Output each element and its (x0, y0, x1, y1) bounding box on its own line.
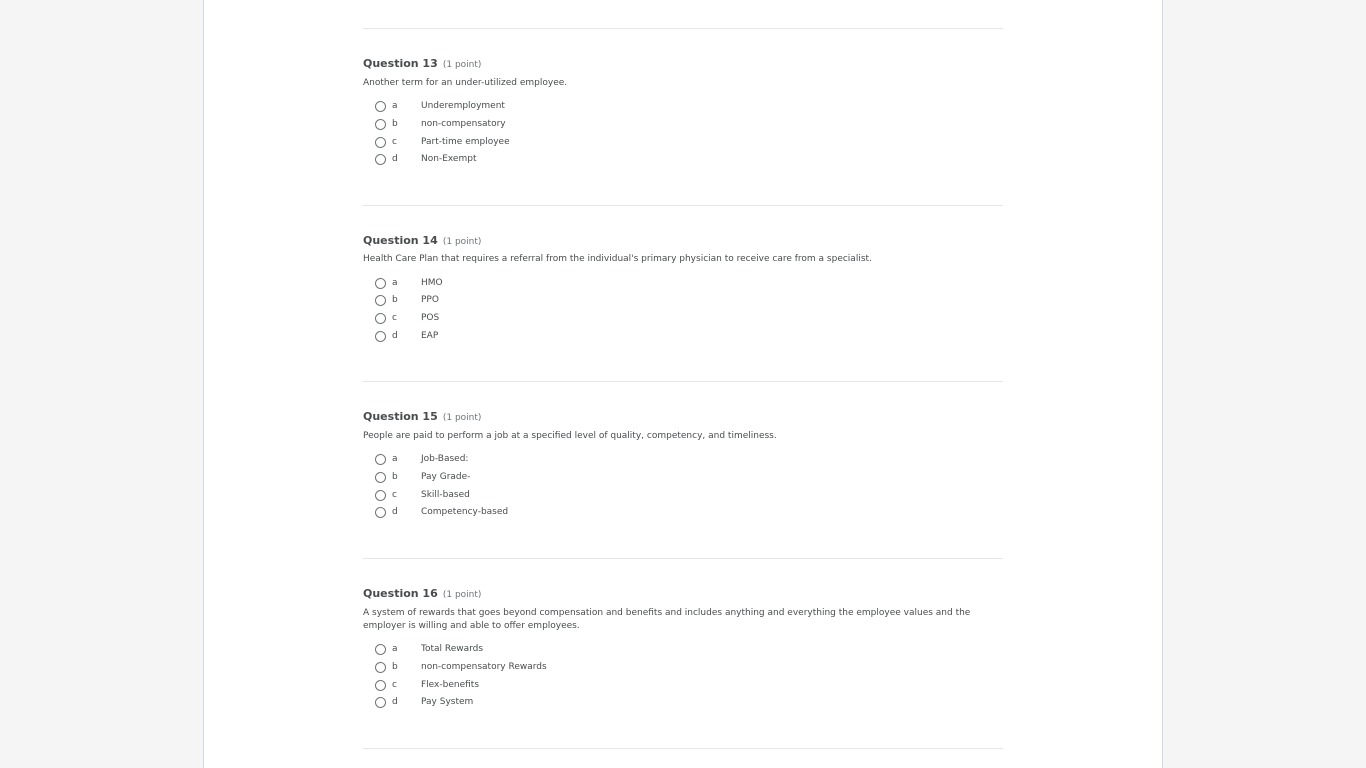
divider (363, 558, 1003, 559)
choice-b[interactable] (375, 294, 675, 310)
choice-letter: a (392, 454, 398, 464)
choice-text: Non-Exempt (421, 154, 477, 164)
choice-text: EAP (421, 331, 439, 341)
divider (363, 748, 1003, 749)
choice-letter: a (392, 101, 398, 111)
choice-a[interactable] (375, 453, 675, 469)
choice-d[interactable] (375, 330, 675, 346)
question-title (363, 584, 481, 603)
choice-b[interactable] (375, 471, 675, 487)
choice-a[interactable] (375, 100, 675, 116)
question-points: (1 point) (442, 590, 482, 600)
radio-button[interactable] (375, 313, 386, 324)
radio-button[interactable] (375, 331, 386, 342)
question-text: People are paid to perform a job at a specified level of quality, competency, and timeliness. (363, 431, 777, 441)
radio-button[interactable] (375, 507, 386, 518)
choice-text: Total Rewards (421, 644, 484, 654)
choice-letter: c (392, 680, 397, 690)
choice-text: Skill-based (421, 490, 470, 500)
choice-d[interactable] (375, 506, 675, 522)
choice-c[interactable] (375, 312, 675, 328)
choice-text: PPO (421, 295, 439, 305)
question-points: (1 point) (442, 237, 482, 247)
question-text: A system of rewards that goes beyond compensation and benefits and includes anything and everything the employee values and the employer is willing and able to offer employees. (363, 608, 971, 631)
radio-button[interactable] (375, 644, 386, 655)
radio-button[interactable] (375, 154, 386, 165)
choice-b[interactable] (375, 661, 675, 677)
choice-b[interactable] (375, 118, 675, 134)
radio-button[interactable] (375, 697, 386, 708)
question-number: Question 16 (363, 587, 438, 600)
choice-text: POS (421, 313, 440, 323)
choice-letter: a (392, 644, 398, 654)
choice-letter: b (392, 662, 398, 672)
choice-letter: b (392, 472, 398, 482)
radio-button[interactable] (375, 295, 386, 306)
choice-d[interactable] (375, 696, 675, 712)
divider (363, 205, 1003, 206)
choice-letter: c (392, 137, 397, 147)
choice-letter: d (392, 507, 398, 517)
choice-text: non-compensatory (421, 119, 506, 129)
question-points: (1 point) (442, 413, 482, 423)
radio-button[interactable] (375, 137, 386, 148)
radio-button[interactable] (375, 472, 386, 483)
choice-d[interactable] (375, 153, 675, 169)
question-number: Question 15 (363, 410, 438, 423)
question-text: Health Care Plan that requires a referral from the individual's primary physician to receive care from a specialist. (363, 254, 872, 264)
choice-a[interactable] (375, 643, 675, 659)
radio-button[interactable] (375, 119, 386, 130)
choice-text: Underemployment (421, 101, 505, 111)
choice-text: Part-time employee (421, 137, 510, 147)
choice-letter: c (392, 490, 397, 500)
radio-button[interactable] (375, 490, 386, 501)
radio-button[interactable] (375, 662, 386, 673)
choice-a[interactable] (375, 277, 675, 293)
quiz-page (203, 0, 1163, 768)
choice-letter: c (392, 313, 397, 323)
choice-letter: b (392, 295, 398, 305)
radio-button[interactable] (375, 278, 386, 289)
choice-text: Pay Grade- (421, 472, 471, 482)
choice-c[interactable] (375, 679, 675, 695)
choice-text: Competency-based (421, 507, 509, 517)
choice-text: non-compensatory Rewards (421, 662, 547, 672)
choice-letter: d (392, 697, 398, 707)
choice-c[interactable] (375, 136, 675, 152)
question-title (363, 407, 481, 426)
divider (363, 381, 1003, 382)
choice-letter: a (392, 278, 398, 288)
choice-text: Pay System (421, 697, 474, 707)
question-title (363, 231, 481, 250)
question-points: (1 point) (442, 60, 482, 70)
question-title (363, 54, 481, 73)
radio-button[interactable] (375, 454, 386, 465)
radio-button[interactable] (375, 101, 386, 112)
choice-letter: d (392, 154, 398, 164)
choice-text: Job-Based: (421, 454, 469, 464)
question-number: Question 14 (363, 234, 438, 247)
question-number: Question 13 (363, 57, 438, 70)
choice-c[interactable] (375, 489, 675, 505)
choice-letter: b (392, 119, 398, 129)
choice-letter: d (392, 331, 398, 341)
radio-button[interactable] (375, 680, 386, 691)
choice-text: Flex-benefits (421, 680, 480, 690)
choice-text: HMO (421, 278, 443, 288)
divider (363, 28, 1003, 29)
question-text: Another term for an under-utilized employee. (363, 78, 568, 88)
